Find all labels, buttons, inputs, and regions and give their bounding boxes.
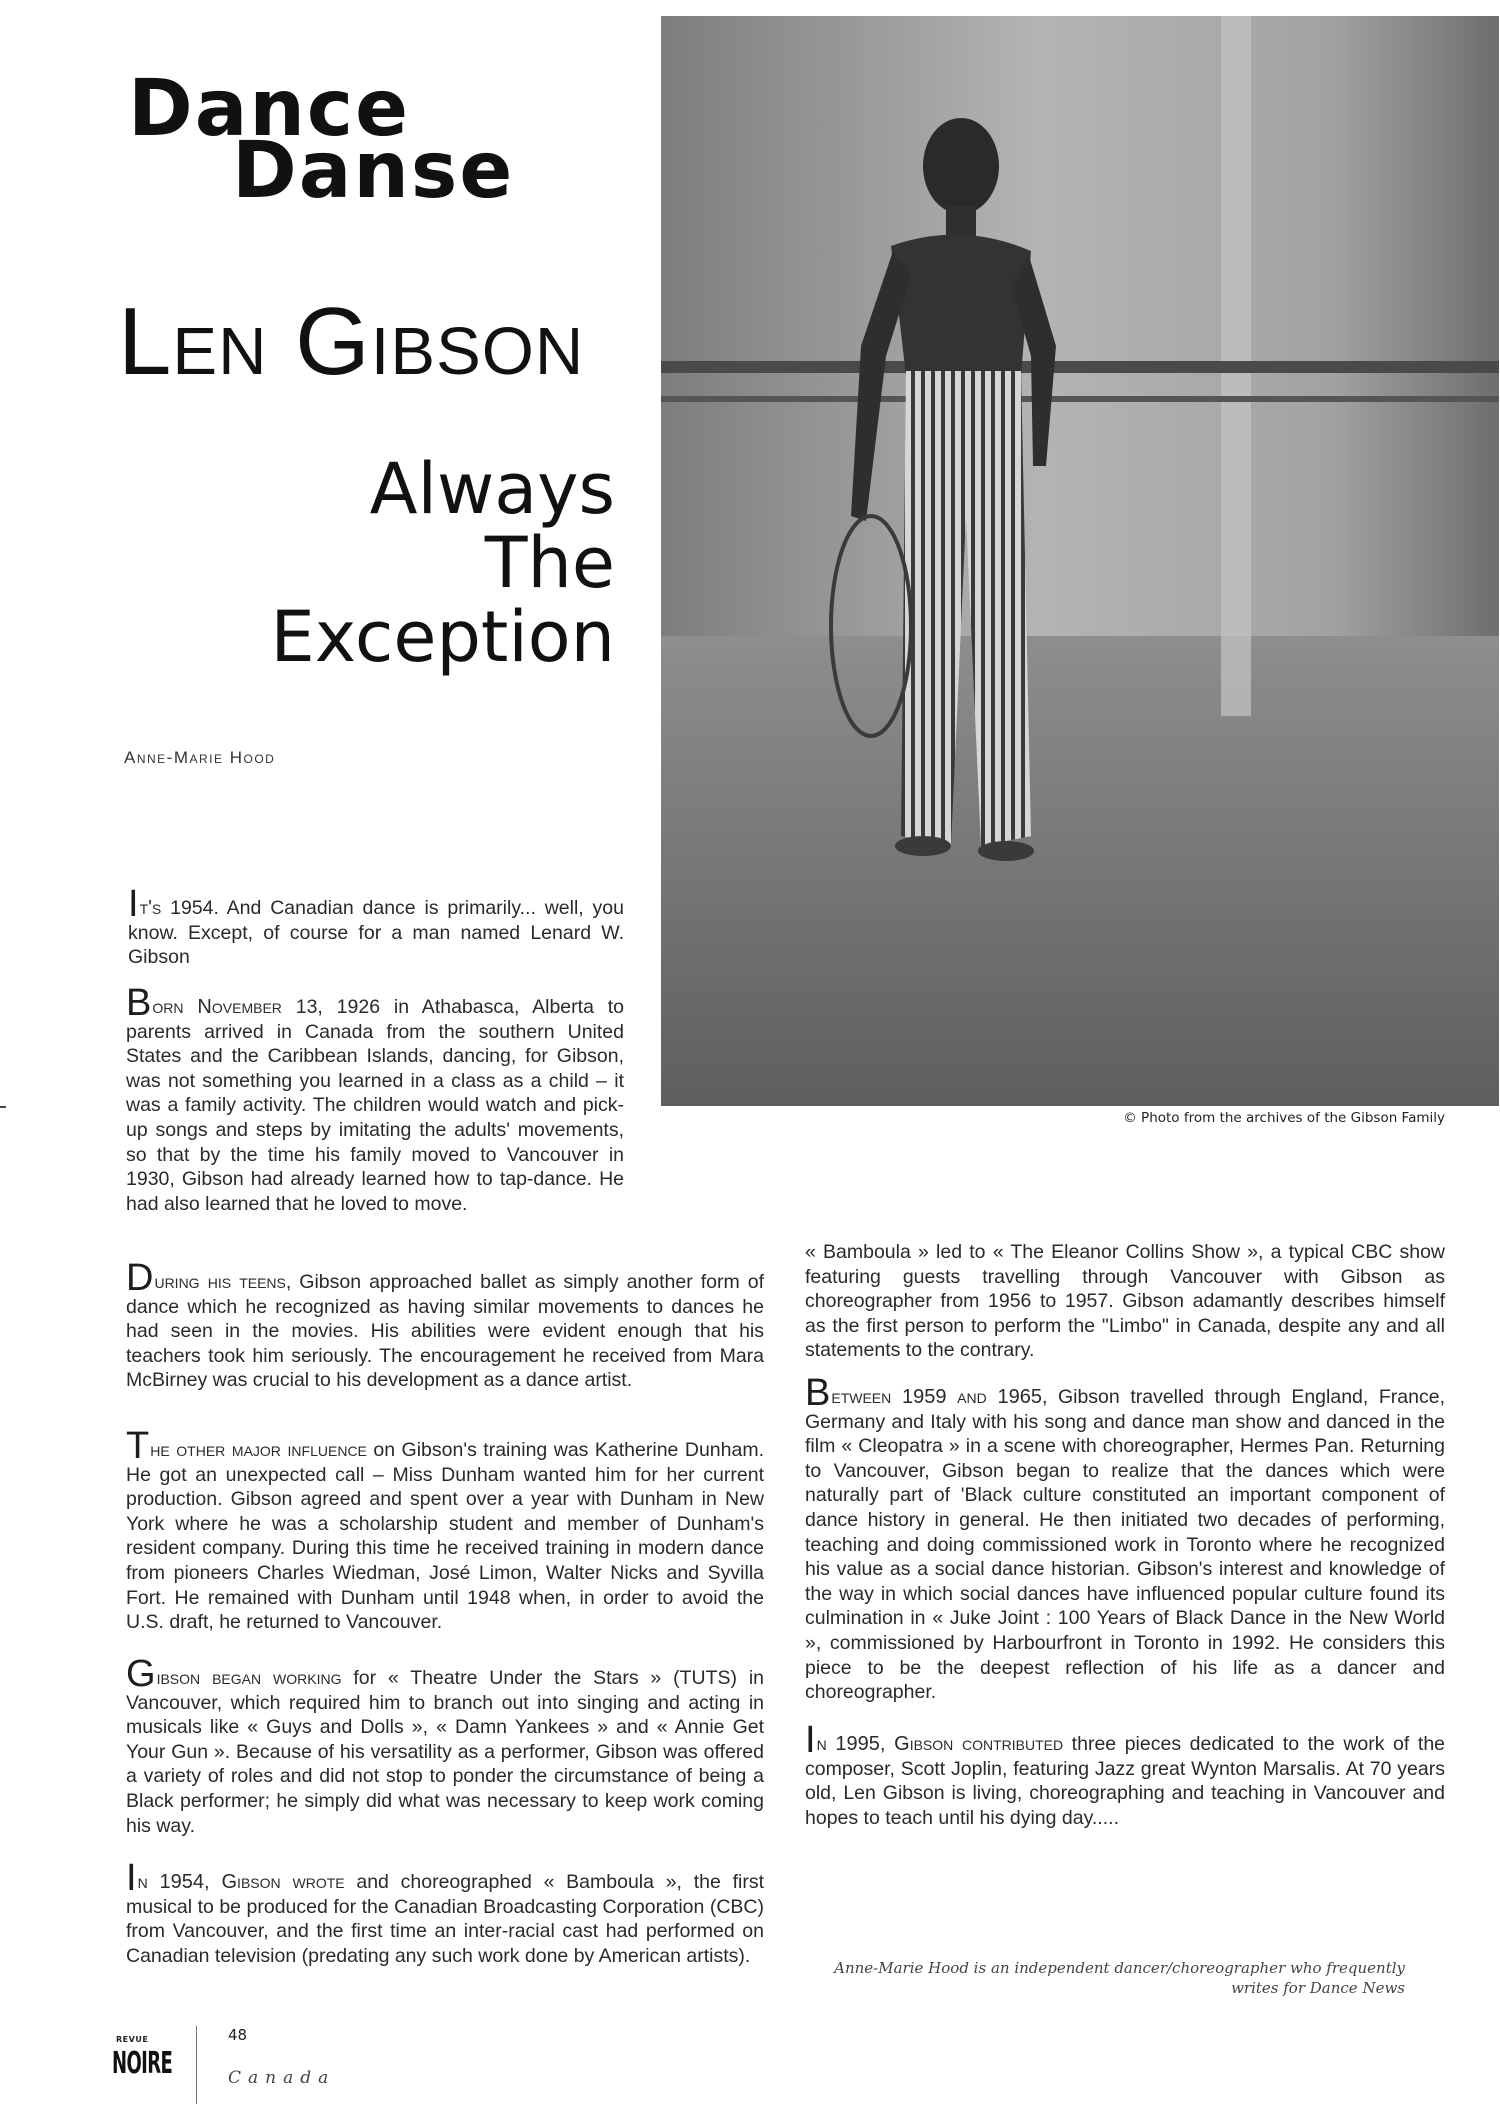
paragraph-5: Gibson began working for « Theatre Under the Stars » (TUTS) in Vancouver, which required him to branch out into singing and acting in musicals like « Guys and Dolls », « Damn Yankees » and « Annie Get Your Gun ». Because of his versatility as a performer, Gibson was offered a variety of roles and did not stop to ponder the circumstance of being a Black performer; he simply did what was necessary to keep work coming his way. — [126, 1653, 764, 1837]
section-heading — [128, 64, 628, 216]
article-title: Len Gibson — [118, 288, 585, 395]
magazine-logo: NOIRE — [112, 2046, 173, 2081]
margin-mark — [0, 1106, 6, 1108]
subtitle-line-3: Exception — [270, 596, 615, 678]
author-bio: Anne-Marie Hood is an independent dancer/choreographer who frequently writes for Dance News — [834, 1959, 1405, 1997]
author-byline: Anne-Marie Hood — [124, 748, 276, 767]
paragraph-3: During his teens, Gibson approached ballet as simply another form of dance which he recognized as having similar movements to dances he had seen in the movies. His abilities were evident enough that his teachers took him seriously. The encouragement he received from Mara McBirney was crucial to his development as a dance artist. — [126, 1257, 764, 1392]
subtitle-line-2: The — [484, 522, 615, 604]
section-title-french: Danse — [232, 126, 515, 216]
paragraph-4: The other major influence on Gibson's training was Katherine Dunham. He got an unexpected call – Miss Dunham wanted him for her current production. Gibson agreed and spent over a year with Dunham in New York where he was a scholarship student and member of Dunham's resident company. During this time he received training in modern dance from pioneers Charles Wiedman, José Limon, Walter Nicks and Syvilla Fort. He remained with Dunham until 1948 when, in order to avoid the U.S. draft, he returned to Vancouver. — [126, 1425, 764, 1634]
paragraph-7: « Bamboula » led to « The Eleanor Collins Show », a typical CBC show featuring guests travelling through Vancouver with Gibson as choreographer from 1956 to 1957. Gibson adamantly describes himself as the first person to perform the "Limbo" in Canada, despite any and all statements to the contrary. — [805, 1241, 1445, 1362]
paragraph-8: Between 1959 and 1965, Gibson travelled through England, France, Germany and Italy with his song and dance man show and danced in the film « Cleopatra » in a scene with choreographer, Hermes Pan. Returning to Vancouver, Gibson began to realize that the dances which were naturally part of 'Black culture constituted an important component of dance history in general. He then initiated two decades of performing, teaching and doing commissioned work in Toronto where he recognized his value as a social dance historian. Gibson's interest and knowledge of the way in which social dances have influenced popular culture found its culmination in « Juke Joint : 100 Years of Black Dance in the New World », commissioned by Harbourfront in Toronto in 1992. He considers this piece to be the deepest reflection of his life as a dancer and choreographer. — [805, 1372, 1445, 1704]
paragraph-9: In 1995, Gibson contributed three pieces dedicated to the work of the composer, Scott Joplin, featuring Jazz great Wynton Marsalis. At 70 years old, Len Gibson is living, choreographing and teaching in Vancouver and hopes to teach until his dying day..... — [805, 1719, 1446, 1829]
dancer-photo — [661, 16, 1499, 1106]
dancer-photo-illustration — [661, 16, 1499, 1106]
subtitle-line-1: Always — [369, 448, 615, 530]
paragraph-2: Born November 13, 1926 in Athabasca, Alberta to parents arrived in Canada from the southern United States and the Caribbean Islands, dancing, for Gibson, was not something you learned in a class as a child – it was a family activity. The children would watch and pick-up songs and steps by imitating the adults' movements, so that by the time his family moved to Vancouver in 1930, Gibson had already learned how to tap-dance. He had also learned that he loved to move. — [126, 982, 625, 1215]
magazine-logo-small: REVUE — [116, 2035, 149, 2044]
section-title-english: Dance — [128, 64, 411, 154]
article-subtitle — [180, 448, 615, 678]
paragraph-6: In 1954, Gibson wrote and choreographed « Bamboula », the first musical to be produced for the Canadian Broadcasting Corporation (CBC) from Vancouver, and the first time an inter-racial cast had performed on Canadian television (predating any such work done by American artists). — [126, 1857, 764, 1967]
footer-divider — [196, 2026, 197, 2104]
paragraph-1: It's 1954. And Canadian dance is primarily... well, you know. Except, of course for a man named Lenard W. Gibson — [128, 883, 624, 969]
country-label: Canada — [228, 2068, 336, 2088]
photo-caption: © Photo from the archives of the Gibson Family — [1123, 1110, 1445, 1126]
page-number: 48 — [228, 2026, 248, 2044]
